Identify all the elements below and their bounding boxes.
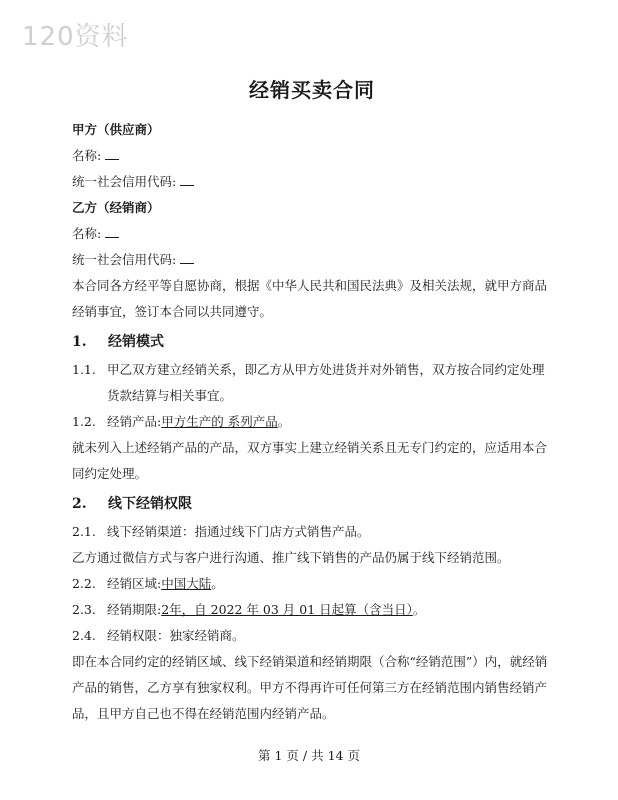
clause-text: 经销权限：独家经销商。	[107, 628, 245, 643]
clause-text: 甲乙双方建立经销关系，即乙方从甲方处进货并对外销售，双方按合同约定处理货款结算与相关事宜。	[107, 362, 545, 403]
party-a-code	[72, 169, 552, 195]
section-2-note-2: 即在本合同约定的经销区域、线下经销渠道和经销期限（合称“经销范围”）内，就经销产品的销售，乙方享有独家权利。甲方不得再许可任何第三方在经销范围内销售经销产品，且甲方自己也不得在经销范围内经销产品。	[72, 654, 548, 721]
section-1-note: 就未列入上述经销产品的产品，双方事实上建立经销关系且无专门约定的，应适用本合同约定处理。	[72, 440, 548, 481]
section-2-title: 线下经销权限	[108, 496, 192, 512]
clause-label: 经销期限:	[107, 602, 162, 617]
party-b-code	[72, 247, 552, 273]
clause-2-3	[72, 597, 552, 623]
clause-end: 。	[412, 602, 426, 617]
party-a-code-label: 统一社会信用代码:	[72, 174, 177, 189]
party-b-code-label: 统一社会信用代码:	[72, 252, 177, 267]
clause-text	[107, 597, 552, 623]
clause-2-2	[72, 571, 552, 597]
watermark: 120资料	[22, 22, 129, 52]
clause-label: 经销产品:	[107, 414, 162, 429]
clause-1-1	[72, 357, 552, 409]
party-b-name-blank	[105, 225, 119, 238]
party-b-heading: 乙方（经销商）	[72, 200, 160, 215]
party-a-name-label: 名称:	[72, 148, 102, 163]
clause-number: 2.4.	[72, 628, 96, 643]
clause-value: 中国大陆	[161, 576, 212, 591]
party-b-name-label: 名称:	[72, 226, 102, 241]
clause-end: 。	[211, 576, 224, 591]
clause-1-2	[72, 409, 552, 435]
section-1-number: 1.	[72, 334, 87, 350]
clause-value: 甲方生产的 系列产品	[161, 414, 278, 429]
clause-number: 2.3.	[72, 602, 96, 617]
clause-2-1	[72, 519, 552, 545]
party-b-code-blank	[180, 251, 194, 264]
page-footer: 第 1 页 / 共 14 页	[258, 748, 360, 763]
party-a-name	[72, 143, 552, 169]
clause-text: 线下经销渠道：指通过线下门店方式销售产品。	[107, 524, 370, 539]
section-1-heading	[72, 327, 552, 357]
intro-paragraph: 本合同各方经平等自愿协商，根据《中华人民共和国民法典》及相关法规，就甲方商品经销事宜，签订本合同以共同遵守。	[72, 278, 548, 319]
clause-number: 2.1.	[72, 524, 96, 539]
party-b-name	[72, 221, 552, 247]
party-a-code-blank	[180, 173, 194, 186]
party-a-name-blank	[105, 147, 119, 160]
clause-end: 。	[277, 414, 291, 429]
section-1-title: 经销模式	[108, 334, 164, 350]
clause-label: 经销区域:	[107, 576, 162, 591]
section-2-number: 2.	[72, 496, 87, 512]
clause-number: 1.2.	[72, 414, 96, 429]
clause-2-4	[72, 623, 552, 649]
document-body	[72, 70, 552, 727]
section-2-note-1: 乙方通过微信方式与客户进行沟通、推广线下销售的产品仍属于线下经销范围。	[72, 550, 510, 565]
clause-text	[107, 571, 552, 597]
clause-text	[107, 409, 552, 435]
party-a-heading: 甲方（供应商）	[72, 122, 160, 137]
document-title: 经销买卖合同	[249, 78, 375, 102]
clause-number: 2.2.	[72, 576, 96, 591]
section-2-heading	[72, 489, 552, 519]
clause-number: 1.1.	[72, 362, 96, 377]
clause-value: 2年，自 2022 年 03 月 01 日起算（含当日）	[161, 602, 413, 617]
